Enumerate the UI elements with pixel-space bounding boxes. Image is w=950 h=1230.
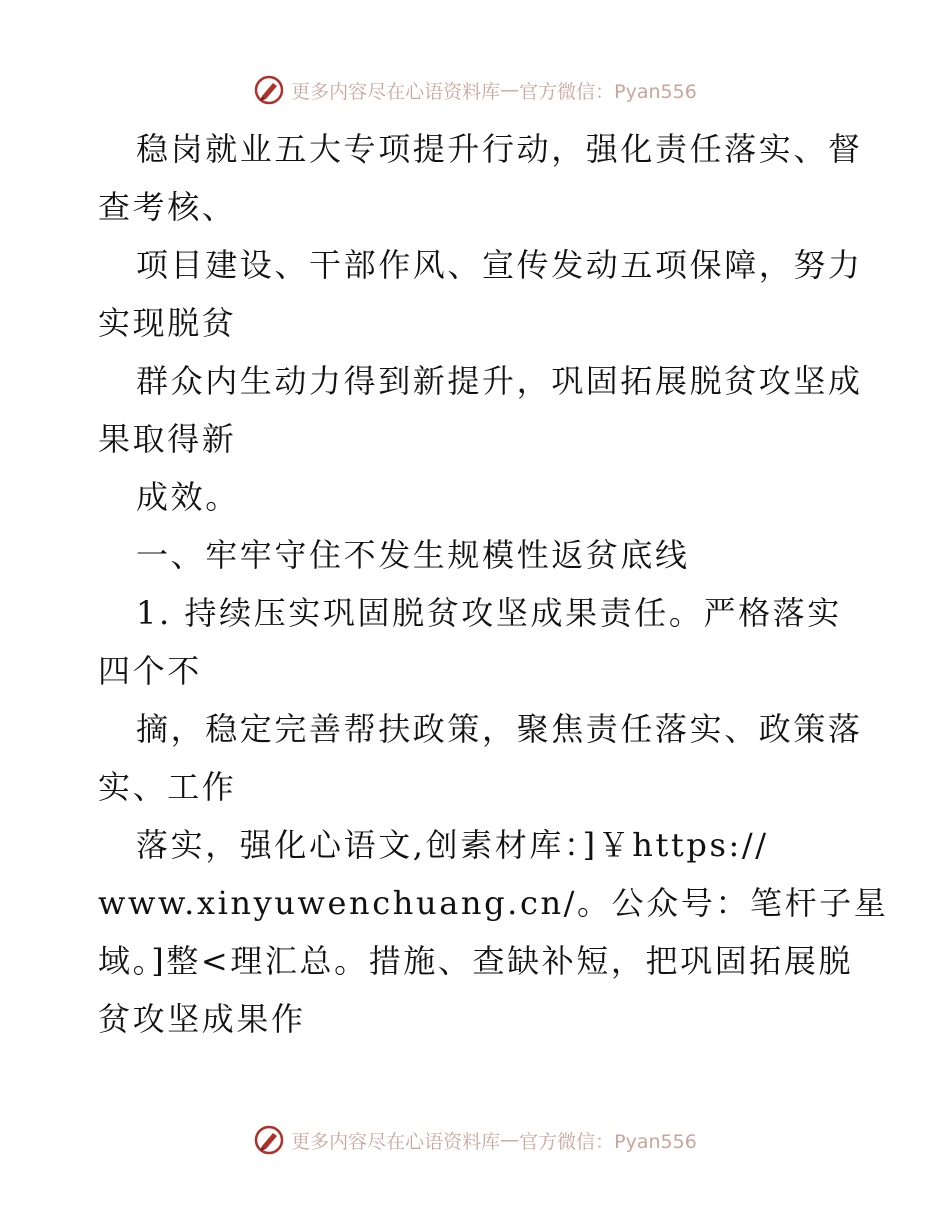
text-line: 1. 持续压实巩固脱贫攻坚成果责任。严格落实 [136,594,842,632]
text-line: 成效。 [136,478,240,516]
text-line: 查考核、 [98,188,237,226]
document-body [98,120,889,1048]
footer-watermark [0,1120,950,1160]
text-line: 实现脱贫 [98,304,237,342]
text-line: 群众内生动力得到新提升，巩固拓展脱贫攻坚成 [136,362,863,400]
text-line: 摘，稳定完善帮扶政策，聚焦责任落实、政策落 [136,710,863,748]
pen-seal-icon [253,1124,285,1156]
section-heading: 一、牢牢守住不发生规模性返贫底线 [136,536,690,574]
pen-seal-icon [253,74,285,106]
text-line: www.xinyuwenchuang.cn/。公众号：笔杆子星 [98,884,889,922]
text-line: 域。]整<理汇总。措施、查缺补短，把巩固拓展脱 [98,942,854,980]
watermark-account: 官方微信：Pyan556 [519,80,697,103]
watermark-text: 更多内容尽在心语资料库 [291,1130,501,1153]
watermark-account: 官方微信：Pyan556 [519,1130,697,1153]
text-line: 贫攻坚成果作 [98,1000,306,1038]
text-line: 落实，强化心语文,创素材库：]￥https:// [136,826,769,864]
text-line: 四个不 [98,652,202,690]
text-line: 果取得新 [98,420,237,458]
text-line: 稳岗就业五大专项提升行动，强化责任落实、督 [136,130,863,168]
text-line: 项目建设、干部作风、宣传发动五项保障，努力 [136,246,863,284]
watermark-separator: — [500,79,520,101]
header-watermark [0,70,950,110]
text-line: 实、工作 [98,768,237,806]
watermark-text: 更多内容尽在心语资料库 [291,80,501,103]
watermark-separator: — [500,1129,520,1151]
